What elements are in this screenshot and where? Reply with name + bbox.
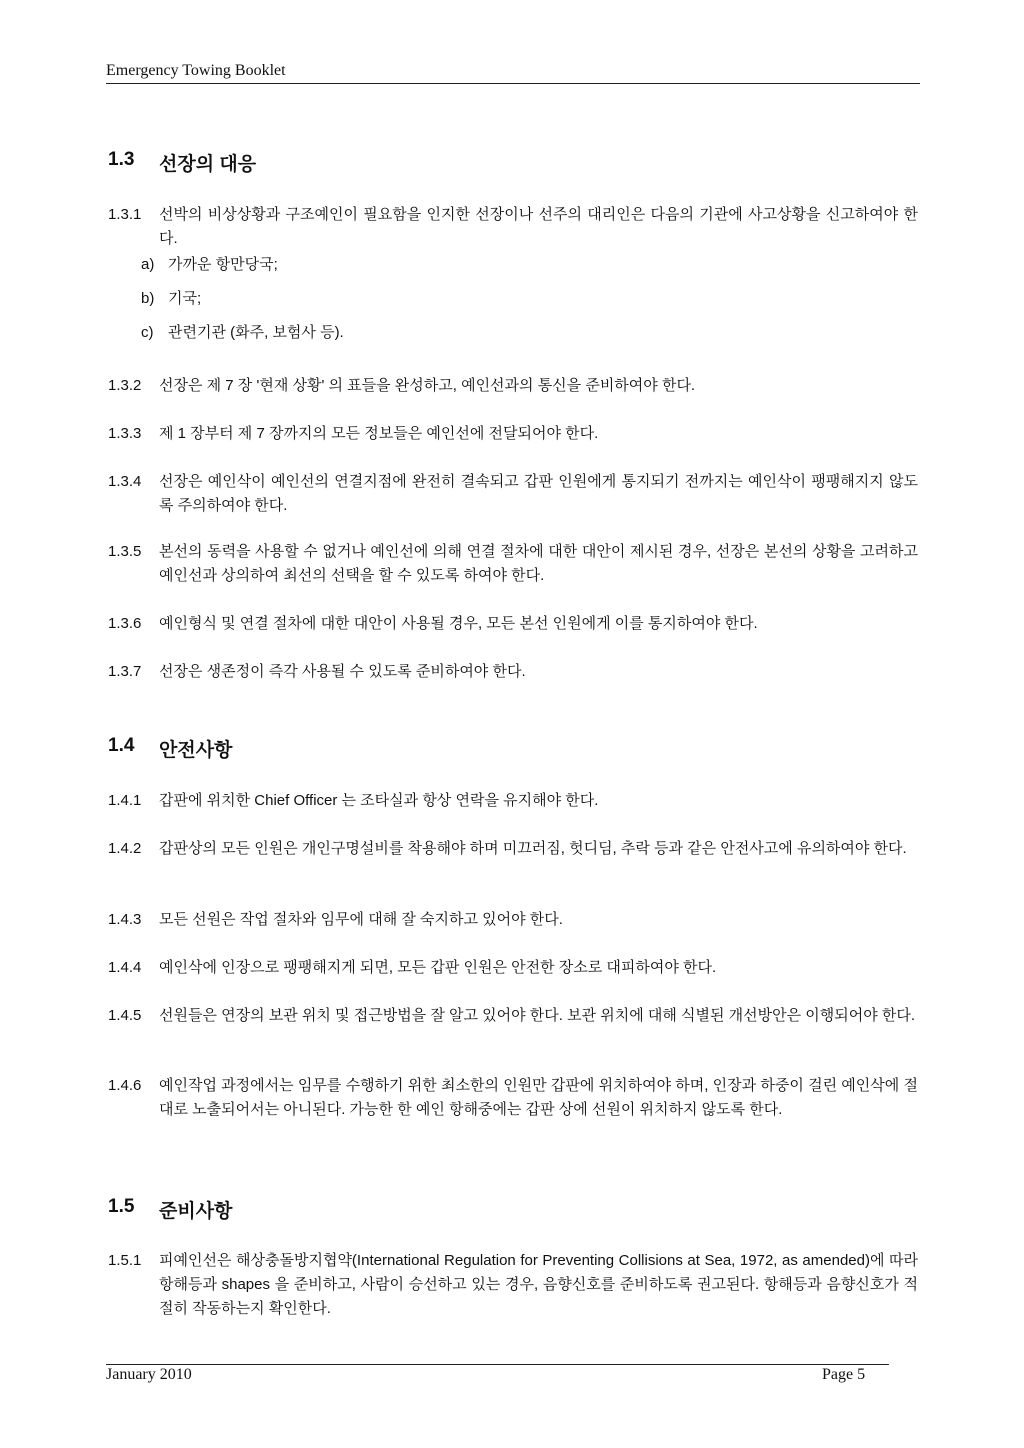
footer-rule bbox=[106, 1364, 889, 1365]
paragraph-number: 1.5.1 bbox=[108, 1252, 142, 1269]
header-rule bbox=[106, 83, 920, 84]
section-heading-1-3 bbox=[108, 149, 256, 176]
section-title: 안전사항 bbox=[159, 740, 233, 761]
paragraph-number: 1.3.2 bbox=[108, 377, 142, 394]
paragraph-number: 1.3.1 bbox=[108, 206, 142, 223]
section-title: 선장의 대응 bbox=[159, 154, 257, 175]
paragraph-1-4-3 bbox=[108, 908, 918, 932]
paragraph-1-3-3 bbox=[108, 422, 918, 446]
paragraph-text: 예인작업 과정에서는 임무를 수행하기 위한 최소한의 인원만 갑판에 위치하여야 하며, 인장과 하중이 걸린 예인삭에 절대로 노출되어서는 아니된다. 가능한 한 예인 항해중에는 갑판 상에 선원이 위치하지 않도록 한다. bbox=[159, 1077, 918, 1118]
paragraph-number: 1.4.4 bbox=[108, 959, 142, 976]
paragraph-number: 1.4.1 bbox=[108, 792, 142, 809]
list-item-label: b) bbox=[141, 290, 155, 307]
paragraph-number: 1.3.3 bbox=[108, 425, 142, 442]
section-heading-1-5 bbox=[108, 1196, 232, 1223]
paragraph-text: 선원들은 연장의 보관 위치 및 접근방법을 잘 알고 있어야 한다. 보관 위치에 대해 식별된 개선방안은 이행되어야 한다. bbox=[159, 1007, 916, 1024]
section-title: 준비사항 bbox=[159, 1201, 233, 1222]
list-item-label: c) bbox=[141, 324, 154, 341]
paragraph-1-3-2 bbox=[108, 374, 918, 398]
paragraph-1-3-7 bbox=[108, 660, 918, 684]
paragraph-1-4-4 bbox=[108, 956, 918, 980]
paragraph-number: 1.3.4 bbox=[108, 473, 142, 490]
list-item-a bbox=[141, 253, 278, 277]
list-item-text: 가까운 항만당국; bbox=[168, 256, 278, 273]
list-item-b bbox=[141, 287, 201, 311]
paragraph-text: 선장은 제 7 장 '현재 상황' 의 표들을 완성하고, 예인선과의 통신을 준비하여야 한다. bbox=[159, 377, 696, 394]
footer-date: January 2010 bbox=[106, 1366, 192, 1383]
footer-page-number: Page 5 bbox=[822, 1366, 866, 1383]
paragraph-text: 모든 선원은 작업 절차와 임무에 대해 잘 숙지하고 있어야 한다. bbox=[159, 911, 563, 928]
list-item-label: a) bbox=[141, 256, 155, 273]
header-title: Emergency Towing Booklet bbox=[106, 62, 286, 79]
list-item-c bbox=[141, 321, 344, 345]
paragraph-1-3-4 bbox=[108, 470, 918, 518]
section-heading-1-4 bbox=[108, 735, 232, 762]
paragraph-text: 선장은 예인삭이 예인선의 연결지점에 완전히 결속되고 갑판 인원에게 통지되기 전까지는 예인삭이 팽팽해지지 않도록 주의하여야 한다. bbox=[159, 473, 918, 514]
paragraph-number: 1.3.5 bbox=[108, 543, 142, 560]
paragraph-text: 피예인선은 해상충돌방지협약(International Regulation for Preventing Collisions at Sea, 1972, as amended)에 따라 항해등과 shapes 을 준비하고, 사람이 승선하고 있는 경우, 음향신호를 준비하도록 권고된다. 항해등과 음향신호가 적절히 작동하는지 확인한다. bbox=[159, 1252, 918, 1317]
paragraph-number: 1.4.5 bbox=[108, 1007, 142, 1024]
paragraph-text: 제 1 장부터 제 7 장까지의 모든 정보들은 예인선에 전달되어야 한다. bbox=[159, 425, 599, 442]
section-number: 1.4 bbox=[108, 735, 135, 756]
paragraph-text: 갑판에 위치한 Chief Officer 는 조타실과 항상 연락을 유지해야 한다. bbox=[159, 792, 599, 809]
paragraph-number: 1.3.6 bbox=[108, 615, 142, 632]
section-number: 1.5 bbox=[108, 1196, 135, 1217]
list-item-text: 기국; bbox=[168, 290, 202, 307]
paragraph-1-3-1 bbox=[108, 203, 918, 251]
paragraph-1-3-5 bbox=[108, 540, 918, 588]
paragraph-1-4-2 bbox=[108, 837, 918, 861]
paragraph-text: 갑판상의 모든 인원은 개인구명설비를 착용해야 하며 미끄러짐, 헛디딤, 추락 등과 같은 안전사고에 유의하여야 한다. bbox=[159, 840, 907, 857]
paragraph-text: 본선의 동력을 사용할 수 없거나 예인선에 의해 연결 절차에 대한 대안이 제시된 경우, 선장은 본선의 상황을 고려하고 예인선과 상의하여 최선의 선택을 할 수 있도록 하여야 한다. bbox=[159, 543, 918, 584]
paragraph-1-4-6 bbox=[108, 1074, 918, 1122]
paragraph-number: 1.4.6 bbox=[108, 1077, 142, 1094]
paragraph-text: 예인삭에 인장으로 팽팽해지게 되면, 모든 갑판 인원은 안전한 장소로 대피하여야 한다. bbox=[159, 959, 717, 976]
paragraph-number: 1.4.3 bbox=[108, 911, 142, 928]
section-number: 1.3 bbox=[108, 149, 135, 170]
paragraph-text: 예인형식 및 연결 절차에 대한 대안이 사용될 경우, 모든 본선 인원에게 이를 통지하여야 한다. bbox=[159, 615, 758, 632]
paragraph-1-4-5 bbox=[108, 1004, 918, 1028]
paragraph-1-5-1 bbox=[108, 1249, 918, 1321]
paragraph-number: 1.3.7 bbox=[108, 663, 142, 680]
list-item-text: 관련기관 (화주, 보험사 등). bbox=[168, 324, 344, 341]
paragraph-number: 1.4.2 bbox=[108, 840, 142, 857]
paragraph-text: 선장은 생존정이 즉각 사용될 수 있도록 준비하여야 한다. bbox=[159, 663, 526, 680]
paragraph-1-4-1 bbox=[108, 789, 918, 813]
paragraph-text: 선박의 비상상황과 구조예인이 필요함을 인지한 선장이나 선주의 대리인은 다음의 기관에 사고상황을 신고하여야 한다. bbox=[159, 206, 918, 247]
paragraph-1-3-6 bbox=[108, 612, 918, 636]
